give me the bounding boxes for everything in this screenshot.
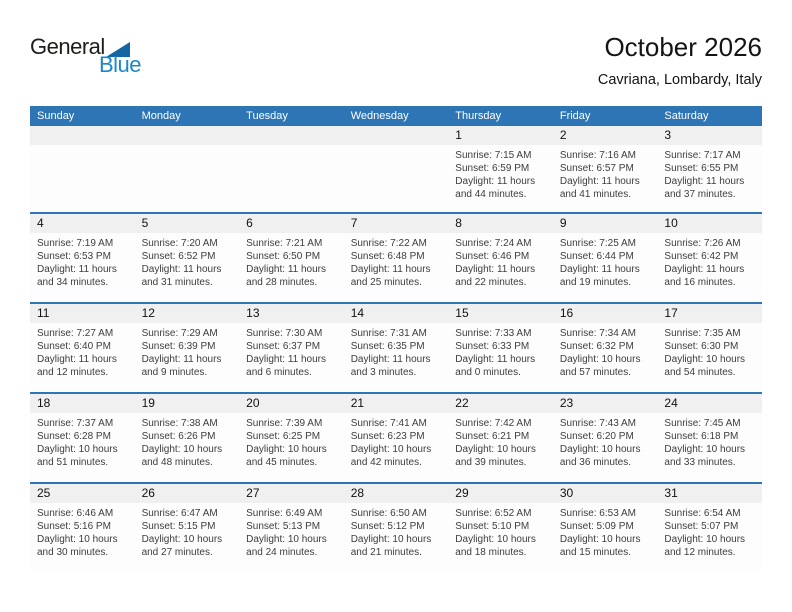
day-line-sunrise: Sunrise: 7:41 AM	[350, 418, 427, 429]
day-line-daylight-hours: Daylight: 10 hours	[37, 444, 118, 455]
day-line-daylight-hours: Daylight: 10 hours	[559, 444, 641, 455]
day-line-sunrise: Sunrise: 6:49 AM	[246, 508, 323, 519]
day-line-sunset: Sunset: 6:48 PM	[350, 251, 425, 262]
day-number-band	[657, 214, 762, 233]
day-line-sunset: Sunset: 5:12 PM	[350, 521, 425, 532]
day-cell	[657, 394, 762, 482]
day-line-daylight-minutes: and 21 minutes.	[350, 547, 422, 558]
day-number-band	[448, 126, 553, 145]
day-line-daylight-hours: Daylight: 11 hours	[141, 354, 222, 365]
day-line-sunset: Sunset: 6:21 PM	[455, 431, 530, 442]
day-line-sunrise: Sunrise: 7:43 AM	[559, 418, 636, 429]
day-line-sunset: Sunset: 6:52 PM	[141, 251, 216, 262]
day-details	[448, 413, 553, 469]
day-details	[135, 233, 240, 289]
day-details	[448, 503, 553, 559]
day-line-daylight-minutes: and 57 minutes.	[559, 367, 632, 378]
day-number: 31	[664, 486, 678, 500]
day-number: 29	[455, 486, 469, 500]
weekday-header-wednesday: Wednesday	[350, 110, 409, 122]
day-cell	[30, 394, 135, 482]
day-number-band	[239, 304, 344, 323]
day-cell	[448, 304, 553, 392]
day-number-band	[448, 394, 553, 413]
day-line-sunrise: Sunrise: 6:52 AM	[455, 508, 532, 519]
day-line-sunrise: Sunrise: 7:42 AM	[455, 418, 532, 429]
day-line-daylight-minutes: and 12 minutes.	[664, 547, 736, 558]
day-number-band	[344, 126, 449, 145]
day-line-sunrise: Sunrise: 7:20 AM	[141, 238, 218, 249]
day-details	[657, 323, 762, 379]
day-cell	[448, 126, 553, 212]
day-line-sunset: Sunset: 6:28 PM	[37, 431, 111, 442]
day-line-sunrise: Sunrise: 7:16 AM	[559, 150, 636, 161]
day-number: 1	[455, 128, 462, 142]
day-line-daylight-hours: Daylight: 10 hours	[141, 534, 223, 545]
day-number: 4	[37, 216, 44, 230]
day-number: 14	[350, 306, 365, 320]
day-details	[448, 233, 553, 289]
day-number-band	[239, 394, 344, 413]
day-line-sunrise: Sunrise: 7:19 AM	[37, 238, 114, 249]
day-number: 21	[350, 396, 365, 410]
weekday-header-saturday: Saturday	[664, 110, 709, 122]
day-number-band	[239, 484, 344, 503]
day-details	[553, 145, 658, 201]
day-line-daylight-minutes: and 45 minutes.	[246, 457, 318, 468]
day-number: 3	[664, 128, 672, 142]
day-line-daylight-minutes: and 9 minutes.	[141, 367, 208, 378]
day-details	[135, 323, 240, 379]
day-cell	[344, 304, 449, 392]
day-number	[344, 126, 449, 129]
day-number: 10	[664, 216, 678, 230]
day-line-sunset: Sunset: 5:15 PM	[141, 521, 216, 532]
week-row	[30, 302, 762, 392]
day-details	[344, 503, 449, 559]
day-line-sunset: Sunset: 5:13 PM	[246, 521, 321, 532]
day-cell	[553, 126, 658, 212]
empty-day-cell	[344, 126, 449, 212]
day-line-daylight-hours: Daylight: 10 hours	[559, 354, 641, 365]
day-line-sunrise: Sunrise: 7:24 AM	[455, 238, 532, 249]
day-line-sunset: Sunset: 6:37 PM	[246, 341, 321, 352]
day-line-daylight-hours: Daylight: 10 hours	[664, 354, 746, 365]
day-number: 9	[559, 216, 567, 230]
day-number-band	[553, 214, 658, 233]
day-line-sunset: Sunset: 6:30 PM	[664, 341, 739, 352]
day-cell	[553, 304, 658, 392]
day-line-sunset: Sunset: 6:42 PM	[664, 251, 739, 262]
day-number: 11	[37, 306, 50, 320]
day-line-daylight-hours: Daylight: 11 hours	[559, 176, 640, 187]
day-line-daylight-minutes: and 28 minutes.	[246, 277, 318, 288]
day-number-band	[344, 304, 449, 323]
weekday-header-tuesday: Tuesday	[246, 110, 288, 122]
weekday-header-thursday: Thursday	[455, 110, 502, 122]
day-line-daylight-hours: Daylight: 10 hours	[350, 534, 432, 545]
day-line-daylight-hours: Daylight: 11 hours	[664, 264, 745, 275]
day-line-daylight-hours: Daylight: 10 hours	[664, 534, 746, 545]
day-cell	[30, 484, 135, 572]
day-line-daylight-minutes: and 6 minutes.	[246, 367, 312, 378]
day-line-sunset: Sunset: 6:32 PM	[559, 341, 634, 352]
day-line-daylight-hours: Daylight: 10 hours	[455, 444, 536, 455]
day-cell	[344, 484, 449, 572]
day-line-sunrise: Sunrise: 6:53 AM	[559, 508, 636, 519]
day-line-sunset: Sunset: 6:53 PM	[37, 251, 111, 262]
day-details	[657, 503, 762, 559]
day-cell	[30, 304, 135, 392]
day-cell	[239, 484, 344, 572]
day-details	[553, 503, 658, 559]
day-number-band	[30, 304, 135, 323]
day-line-daylight-minutes: and 18 minutes.	[455, 547, 527, 558]
day-cell	[239, 304, 344, 392]
day-number-band	[135, 304, 240, 323]
title-block	[598, 33, 762, 88]
day-line-sunset: Sunset: 6:50 PM	[246, 251, 321, 262]
day-line-sunrise: Sunrise: 7:17 AM	[664, 150, 741, 161]
day-line-sunrise: Sunrise: 6:54 AM	[664, 508, 741, 519]
day-line-daylight-hours: Daylight: 10 hours	[37, 534, 118, 545]
day-line-daylight-hours: Daylight: 11 hours	[246, 264, 326, 275]
week-row	[30, 212, 762, 302]
day-number: 27	[246, 486, 260, 500]
day-number: 22	[455, 396, 469, 410]
day-line-daylight-minutes: and 36 minutes.	[559, 457, 632, 468]
day-number: 30	[559, 486, 574, 500]
day-details	[657, 413, 762, 469]
day-number-band	[657, 484, 762, 503]
day-details	[239, 413, 344, 469]
day-line-daylight-minutes: and 25 minutes.	[350, 277, 422, 288]
day-line-daylight-minutes: and 37 minutes.	[664, 189, 736, 200]
day-line-daylight-hours: Daylight: 11 hours	[141, 264, 222, 275]
day-details	[553, 323, 658, 379]
day-cell	[344, 214, 449, 302]
day-line-sunset: Sunset: 6:26 PM	[141, 431, 216, 442]
day-line-sunrise: Sunrise: 7:25 AM	[559, 238, 636, 249]
day-details	[135, 145, 240, 149]
day-cell	[657, 214, 762, 302]
day-details	[30, 233, 135, 289]
day-number: 15	[455, 306, 469, 320]
day-details	[553, 233, 658, 289]
day-number: 5	[141, 216, 149, 230]
day-cell	[448, 484, 553, 572]
calendar-table	[30, 106, 762, 572]
page-subtitle: Cavriana, Lombardy, Italy	[597, 71, 762, 88]
day-number-band	[344, 214, 449, 233]
day-number: 18	[37, 396, 51, 410]
day-line-sunrise: Sunrise: 7:33 AM	[455, 328, 532, 339]
day-line-daylight-minutes: and 24 minutes.	[246, 547, 318, 558]
day-line-daylight-minutes: and 42 minutes.	[350, 457, 422, 468]
day-line-sunset: Sunset: 6:23 PM	[350, 431, 425, 442]
day-cell	[135, 484, 240, 572]
day-line-sunrise: Sunrise: 7:30 AM	[246, 328, 323, 339]
day-number-band	[657, 394, 762, 413]
day-line-sunrise: Sunrise: 7:21 AM	[246, 238, 323, 249]
day-line-daylight-hours: Daylight: 11 hours	[559, 264, 640, 275]
day-number-band	[553, 394, 658, 413]
day-number: 6	[246, 216, 253, 230]
day-number-band	[553, 484, 658, 503]
day-line-sunset: Sunset: 6:18 PM	[664, 431, 739, 442]
day-details	[344, 413, 449, 469]
empty-day-cell	[30, 126, 135, 212]
day-number	[135, 126, 240, 129]
day-number-band	[135, 214, 240, 233]
day-line-daylight-minutes: and 34 minutes.	[37, 277, 109, 288]
day-line-daylight-hours: Daylight: 10 hours	[559, 534, 641, 545]
day-number: 24	[664, 396, 678, 410]
day-line-daylight-minutes: and 19 minutes.	[559, 277, 632, 288]
day-number: 23	[559, 396, 574, 410]
day-number	[239, 126, 344, 129]
day-cell	[553, 214, 658, 302]
day-cell	[553, 394, 658, 482]
day-number-band	[448, 484, 553, 503]
day-line-daylight-minutes: and 12 minutes.	[37, 367, 109, 378]
day-cell	[657, 304, 762, 392]
day-number: 26	[141, 486, 155, 500]
day-number-band	[657, 126, 762, 145]
day-number: 25	[37, 486, 51, 500]
day-details	[239, 323, 344, 379]
day-line-daylight-minutes: and 31 minutes.	[141, 277, 213, 288]
day-number-band	[30, 214, 135, 233]
logo-text-general: General	[30, 34, 105, 59]
empty-day-cell	[135, 126, 240, 212]
day-number-band	[30, 394, 135, 413]
day-details	[553, 413, 658, 469]
day-cell	[657, 126, 762, 212]
day-number: 19	[141, 396, 155, 410]
day-details	[344, 233, 449, 289]
logo-text-blue: Blue	[99, 52, 142, 77]
day-details	[239, 145, 344, 149]
empty-day-cell	[239, 126, 344, 212]
day-cell	[239, 214, 344, 302]
day-number-band	[30, 484, 135, 503]
day-line-sunset: Sunset: 6:55 PM	[664, 163, 739, 174]
day-details	[657, 233, 762, 289]
day-number-band	[135, 126, 240, 145]
week-row	[30, 482, 762, 572]
calendar-grid	[30, 126, 762, 572]
day-line-daylight-minutes: and 0 minutes.	[455, 367, 521, 378]
day-line-sunrise: Sunrise: 7:22 AM	[350, 238, 427, 249]
day-line-sunset: Sunset: 6:46 PM	[455, 251, 530, 262]
day-line-daylight-hours: Daylight: 11 hours	[350, 264, 431, 275]
day-line-daylight-hours: Daylight: 11 hours	[37, 354, 117, 365]
day-line-daylight-minutes: and 48 minutes.	[141, 457, 213, 468]
day-cell	[553, 484, 658, 572]
page-title: October 2026	[604, 32, 762, 62]
day-line-daylight-minutes: and 27 minutes.	[141, 547, 213, 558]
day-details	[135, 503, 240, 559]
weekday-header-row	[30, 106, 762, 126]
day-line-daylight-hours: Daylight: 11 hours	[37, 264, 117, 275]
day-line-sunrise: Sunrise: 7:34 AM	[559, 328, 636, 339]
day-line-sunrise: Sunrise: 7:45 AM	[664, 418, 741, 429]
day-number	[30, 126, 135, 129]
day-cell	[239, 394, 344, 482]
day-number-band	[135, 484, 240, 503]
day-number-band	[657, 304, 762, 323]
day-details	[448, 145, 553, 201]
weekday-header-sunday: Sunday	[37, 110, 75, 122]
day-line-daylight-minutes: and 15 minutes.	[559, 547, 632, 558]
day-number-band	[239, 214, 344, 233]
day-cell	[448, 214, 553, 302]
day-line-daylight-hours: Daylight: 11 hours	[350, 354, 431, 365]
day-line-sunset: Sunset: 6:44 PM	[559, 251, 634, 262]
day-line-sunrise: Sunrise: 7:37 AM	[37, 418, 114, 429]
day-line-sunrise: Sunrise: 7:15 AM	[455, 150, 532, 161]
week-row	[30, 392, 762, 482]
day-number: 28	[350, 486, 365, 500]
general-blue-logo	[30, 36, 141, 76]
day-details	[657, 145, 762, 201]
day-number-band	[239, 126, 344, 145]
day-cell	[135, 214, 240, 302]
day-line-sunrise: Sunrise: 7:27 AM	[37, 328, 114, 339]
day-line-daylight-minutes: and 3 minutes.	[350, 367, 417, 378]
day-number-band	[448, 304, 553, 323]
day-number: 7	[350, 216, 358, 230]
day-cell	[344, 394, 449, 482]
day-cell	[135, 304, 240, 392]
day-line-sunrise: Sunrise: 6:50 AM	[350, 508, 427, 519]
day-line-daylight-hours: Daylight: 10 hours	[664, 444, 746, 455]
day-line-daylight-hours: Daylight: 10 hours	[455, 534, 536, 545]
day-details	[30, 503, 135, 559]
day-line-daylight-minutes: and 44 minutes.	[455, 189, 527, 200]
day-line-daylight-minutes: and 54 minutes.	[664, 367, 736, 378]
day-number-band	[553, 126, 658, 145]
day-line-daylight-hours: Daylight: 10 hours	[246, 444, 327, 455]
day-line-sunrise: Sunrise: 6:47 AM	[141, 508, 218, 519]
day-number-band	[344, 484, 449, 503]
day-line-sunset: Sunset: 6:59 PM	[455, 163, 530, 174]
day-number-band	[553, 304, 658, 323]
day-details	[30, 145, 135, 149]
day-details	[30, 323, 135, 379]
day-line-daylight-hours: Daylight: 11 hours	[455, 176, 536, 187]
day-line-sunrise: Sunrise: 7:38 AM	[141, 418, 218, 429]
day-line-sunset: Sunset: 6:20 PM	[559, 431, 634, 442]
day-line-daylight-minutes: and 16 minutes.	[664, 277, 736, 288]
day-line-daylight-hours: Daylight: 11 hours	[455, 354, 536, 365]
day-cell	[135, 394, 240, 482]
day-number-band	[448, 214, 553, 233]
day-number-band	[30, 126, 135, 145]
day-number: 2	[559, 128, 567, 142]
day-cell	[448, 394, 553, 482]
day-line-daylight-minutes: and 51 minutes.	[37, 457, 109, 468]
day-number: 8	[455, 216, 462, 230]
day-line-sunset: Sunset: 6:33 PM	[455, 341, 530, 352]
day-line-sunset: Sunset: 6:39 PM	[141, 341, 216, 352]
weekday-header-friday: Friday	[559, 110, 591, 122]
day-line-daylight-hours: Daylight: 11 hours	[455, 264, 536, 275]
day-line-daylight-minutes: and 33 minutes.	[664, 457, 736, 468]
day-line-sunrise: Sunrise: 6:46 AM	[37, 508, 114, 519]
day-details	[344, 145, 449, 149]
day-line-sunrise: Sunrise: 7:26 AM	[664, 238, 741, 249]
day-line-daylight-hours: Daylight: 10 hours	[141, 444, 223, 455]
day-details	[344, 323, 449, 379]
day-details	[239, 233, 344, 289]
day-line-daylight-minutes: and 39 minutes.	[455, 457, 527, 468]
day-number: 16	[559, 306, 574, 320]
day-line-sunset: Sunset: 6:35 PM	[350, 341, 425, 352]
day-cell	[657, 484, 762, 572]
day-line-sunrise: Sunrise: 7:31 AM	[350, 328, 427, 339]
day-line-daylight-minutes: and 30 minutes.	[37, 547, 109, 558]
day-line-sunset: Sunset: 5:09 PM	[559, 521, 634, 532]
day-line-daylight-hours: Daylight: 10 hours	[350, 444, 432, 455]
day-number-band	[135, 394, 240, 413]
day-line-sunrise: Sunrise: 7:35 AM	[664, 328, 741, 339]
day-line-sunset: Sunset: 5:16 PM	[37, 521, 111, 532]
day-number: 20	[246, 396, 260, 410]
week-row	[30, 126, 762, 212]
day-cell	[30, 214, 135, 302]
day-line-sunset: Sunset: 5:07 PM	[664, 521, 739, 532]
day-number-band	[344, 394, 449, 413]
day-line-daylight-hours: Daylight: 10 hours	[246, 534, 327, 545]
day-number: 13	[246, 306, 260, 320]
day-line-sunset: Sunset: 5:10 PM	[455, 521, 530, 532]
day-details	[239, 503, 344, 559]
day-line-daylight-minutes: and 41 minutes.	[559, 189, 632, 200]
day-line-sunset: Sunset: 6:57 PM	[559, 163, 634, 174]
day-line-sunrise: Sunrise: 7:39 AM	[246, 418, 323, 429]
weekday-header-monday: Monday	[141, 110, 181, 122]
day-line-sunset: Sunset: 6:25 PM	[246, 431, 321, 442]
day-line-daylight-hours: Daylight: 11 hours	[664, 176, 745, 187]
day-line-sunrise: Sunrise: 7:29 AM	[141, 328, 218, 339]
day-details	[30, 413, 135, 469]
day-details	[448, 323, 553, 379]
day-line-sunset: Sunset: 6:40 PM	[37, 341, 111, 352]
day-line-daylight-minutes: and 22 minutes.	[455, 277, 527, 288]
day-line-daylight-hours: Daylight: 11 hours	[246, 354, 326, 365]
day-details	[135, 413, 240, 469]
day-number: 17	[664, 306, 678, 320]
day-number: 12	[141, 306, 155, 320]
